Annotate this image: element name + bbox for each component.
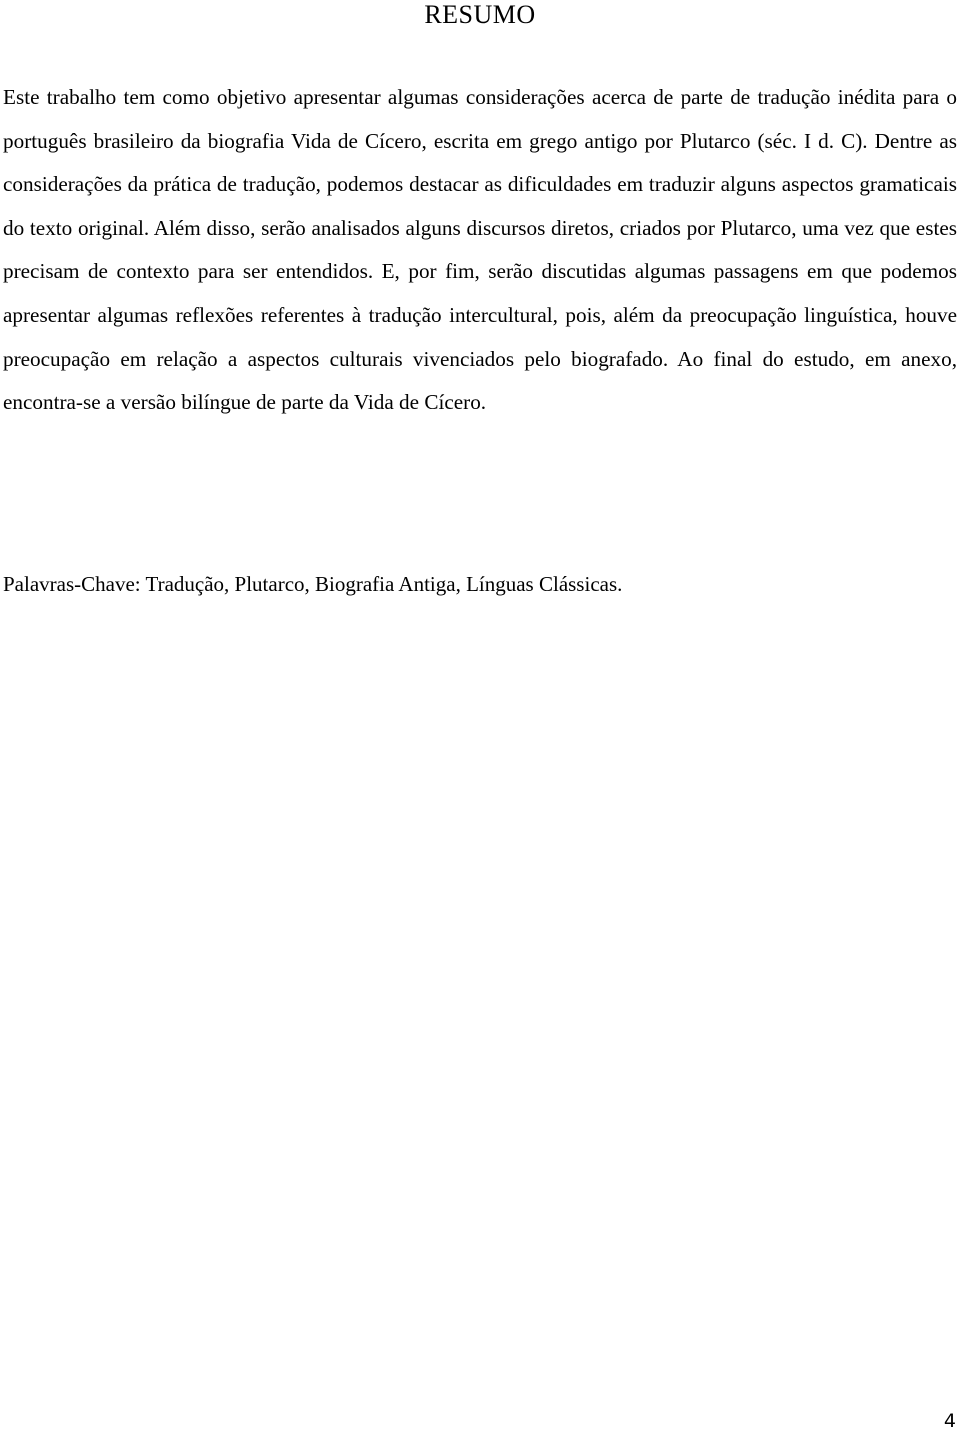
keywords-line: Palavras-Chave: Tradução, Plutarco, Biografia Antiga, Línguas Clássicas.	[3, 572, 623, 596]
page-title: RESUMO	[424, 0, 536, 29]
abstract-paragraph: Este trabalho tem como objetivo apresentar algumas considerações acerca de parte de tradução inédita para o português brasileiro da biografia Vida de Cícero, escrita em grego antigo por Plutarco (séc. I d. C). Dentre as considerações da prática de tradução, podemos destacar as dificuldades em traduzir alguns aspectos gramaticais do texto original. Além disso, serão analisados alguns discursos diretos, criados por Plutarco, uma vez que estes precisam de contexto para ser entendidos. E, por fim, serão discutidas algumas passagens em que podemos apresentar algumas reflexões referentes à tradução intercultural, pois, além da preocupação linguística, houve preocupação em relação a aspectos culturais vivenciados pelo biografado. Ao final do estudo, em anexo, encontra-se a versão bilíngue de parte da Vida de Cícero.	[3, 85, 957, 415]
page-number: 4	[943, 1410, 956, 1432]
